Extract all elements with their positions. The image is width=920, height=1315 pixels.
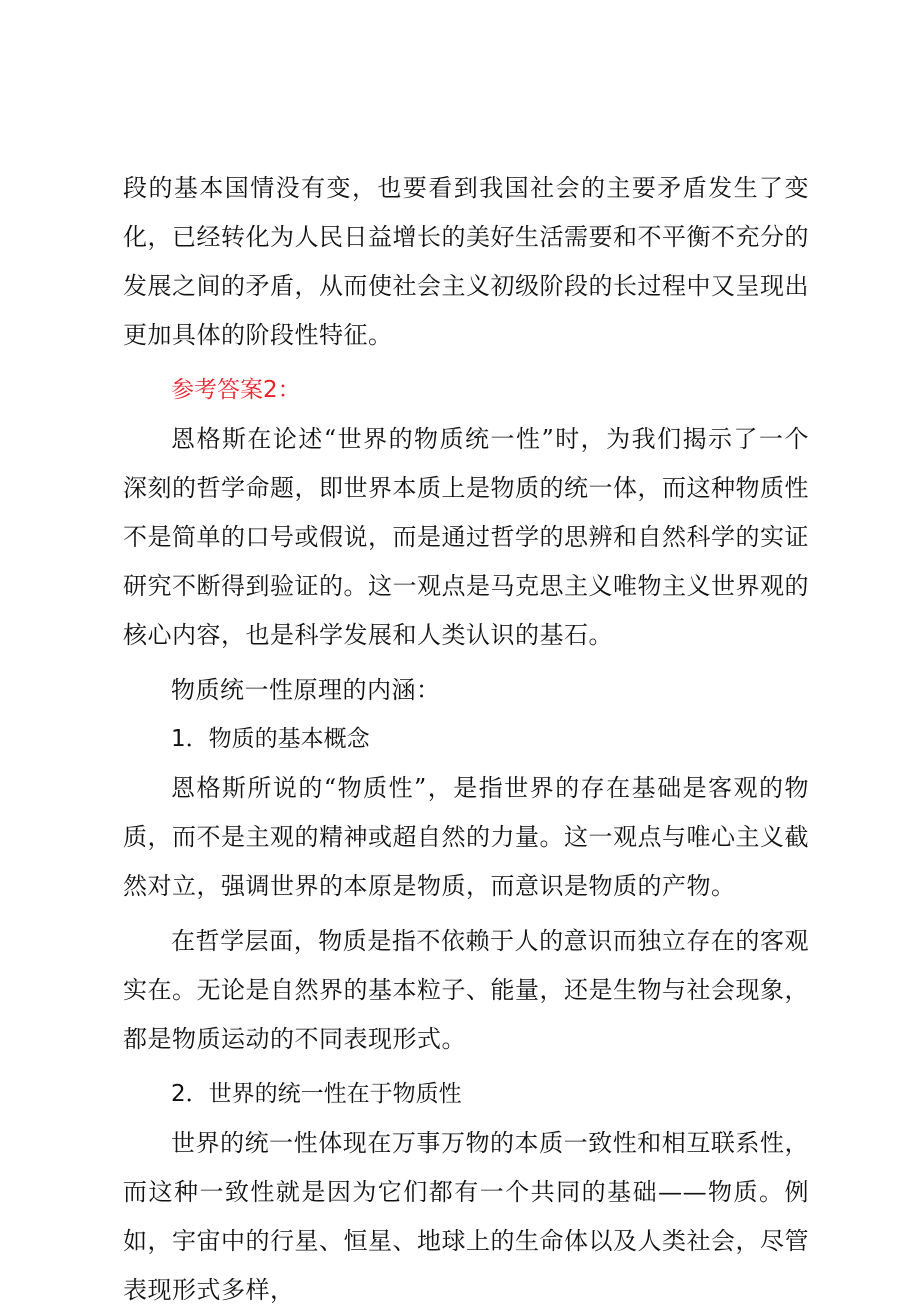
answer-label: 参考答案2： [171,377,301,403]
connotation-intro: 物质统一性原理的内涵： [171,676,441,704]
section-2-heading: 2．世界的统一性在于物质性 [171,1081,462,1107]
section-1-paragraph: 在哲学层面，物质是指不依赖于人的意识而独立存在的客观实在。无论是自然界的基本粒子、能量，还是生物与社会现象，都是物质运动的不同表现形式。 [123,927,809,1053]
document-body [123,164,809,1315]
section-1-paragraph: 恩格斯所说的“物质性”，是指世界的存在基础是客观的物质，而不是主观的精神或超自然的力量。这一观点与唯心主义截然对立，强调世界的本原是物质，而意识是物质的产物。 [123,774,809,900]
section-1-heading: 1．物质的基本概念 [171,726,370,752]
continued-paragraph: 段的基本国情没有变，也要看到我国社会的主要矛盾发生了变化，已经转化为人民日益增长的美好生活需要和不平衡不充分的发展之间的矛盾，从而使社会主义初级阶段的长过程中又呈现出更加具体的阶段性特征。 [123,174,809,349]
intro-paragraph: 恩格斯在论述“世界的物质统一性”时，为我们揭示了一个深刻的哲学命题，即世界本质上是物质的统一体，而这种物质性不是简单的口号或假说，而是通过哲学的思辨和自然科学的实证研究不断得到验证的。这一观点是马克思主义唯物主义世界观的核心内容，也是科学发展和人类认识的基石。 [123,425,809,649]
section-2-paragraph: 世界的统一性体现在万事万物的本质一致性和相互联系性，而这种一致性就是因为它们都有一个共同的基础——物质。例如，宇宙中的行星、恒星、地球上的生命体以及人类社会，尽管表现形式多样， [123,1129,809,1304]
